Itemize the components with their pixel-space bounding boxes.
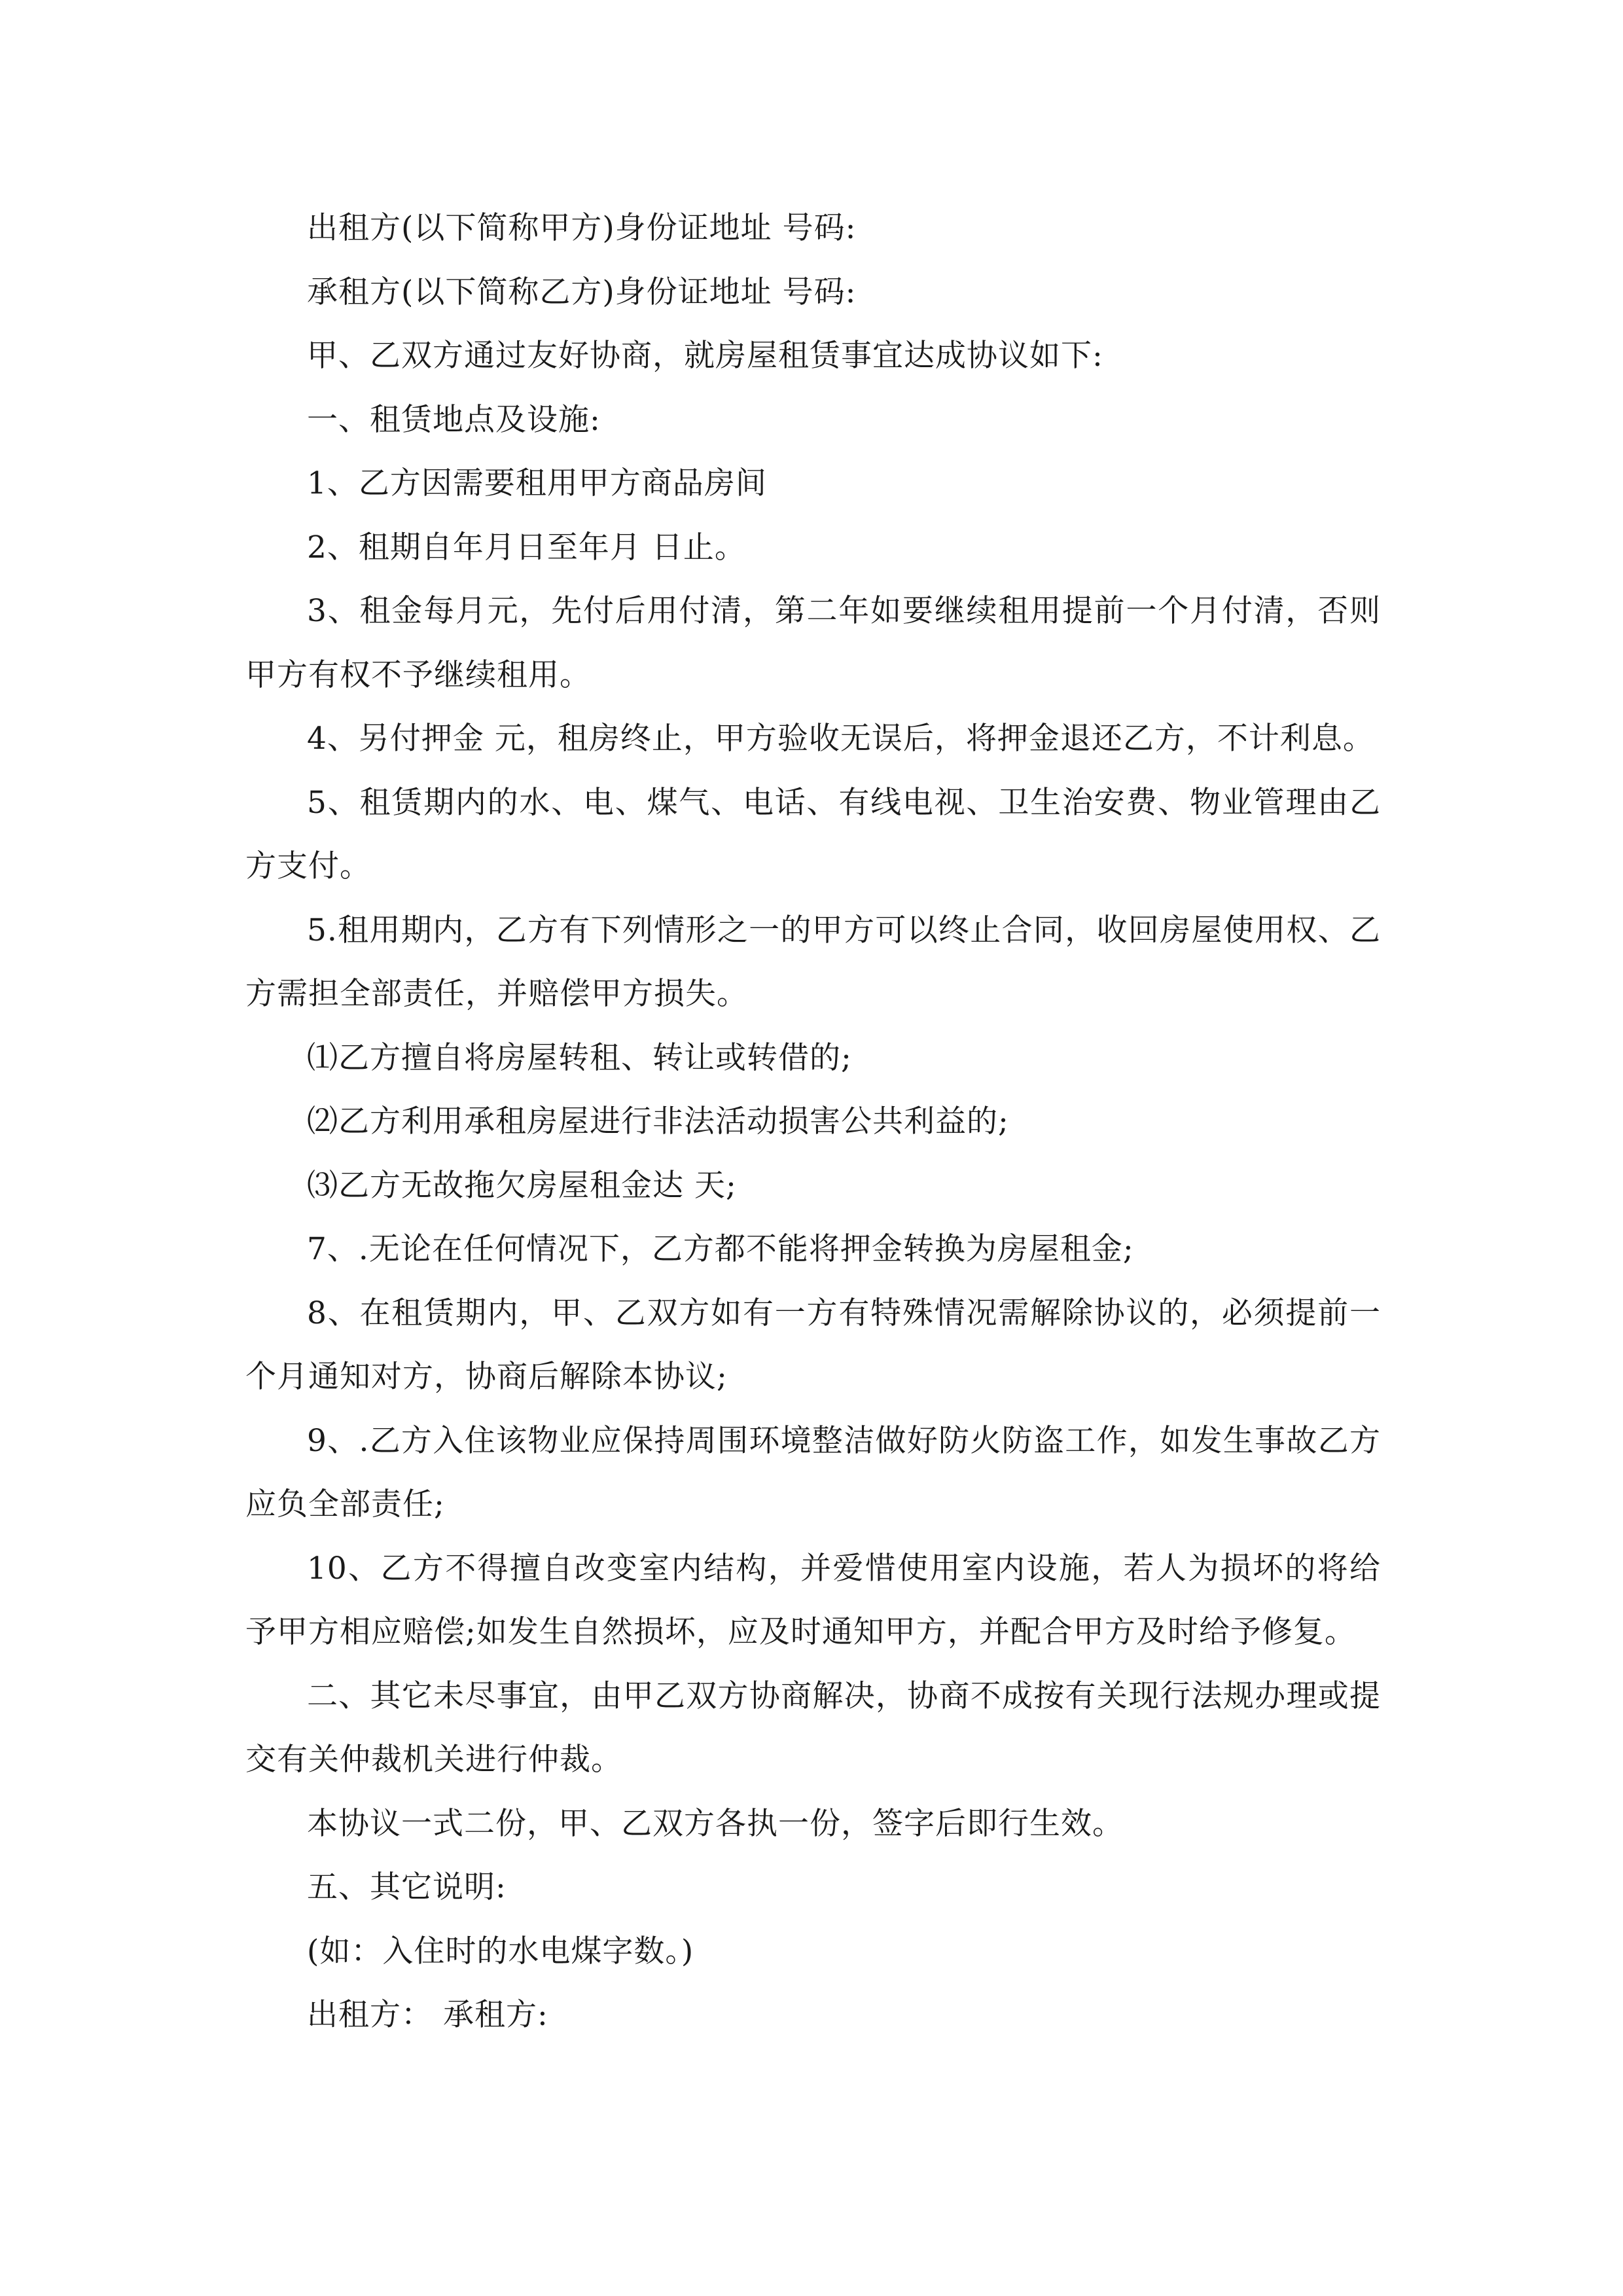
clause-4: 4、另付押金 元，租房终止，甲方验收无误后，将押金退还乙方，不计利息。 — [307, 721, 1374, 757]
signature-line: 出租方： 承租方: — [307, 1997, 548, 2033]
clause-5-termination: 5.租用期内，乙方有下列情形之一的甲方可以终止合同，收回房屋使用权、乙方需担全部责任，并赔偿甲方损失。 — [245, 912, 1381, 1012]
termination-item-1: ⑴乙方擅自将房屋转租、转让或转借的; — [307, 1039, 852, 1076]
clause-2: 2、租期自年月日至年月 日止。 — [307, 529, 746, 565]
clause-10: 10、乙方不得擅自改变室内结构，并爱惜使用室内设施，若人为损坏的将给予甲方相应赔偿;如发生自然损坏，应及时通知甲方，并配合甲方及时给予修复。 — [245, 1550, 1381, 1650]
intro-paragraph: 甲、乙双方通过友好协商，就房屋租赁事宜达成协议如下: — [307, 338, 1103, 374]
clause-3: 3、租金每月元，先付后用付清，第二年如要继续租用提前一个月付清，否则甲方有权不予继续租用。 — [245, 593, 1381, 693]
copies-statement: 本协议一式二份，甲、乙双方各执一份，签字后即行生效。 — [307, 1805, 1124, 1842]
section-other-matters: 二、其它未尽事宜，由甲乙双方协商解决，协商不成按有关现行法规办理或提交有关仲裁机关进行仲裁。 — [245, 1677, 1381, 1778]
agreement-body — [245, 196, 1381, 2047]
clause-7: 7、.无论在任何情况下，乙方都不能将押金转换为房屋租金; — [307, 1231, 1134, 1267]
section-heading-location: 一、租赁地点及设施: — [307, 401, 601, 438]
clause-1: 1、乙方因需要租用甲方商品房间 — [307, 465, 767, 501]
clause-5-utilities: 5、租赁期内的水、电、煤气、电话、有线电视、卫生治安费、物业管理由乙方支付。 — [245, 784, 1381, 884]
other-notes-example: (如：入住时的水电煤字数。) — [307, 1933, 694, 1969]
lessor-id-line: 出租方(以下简称甲方)身份证地址 号码: — [307, 210, 857, 246]
termination-item-3: ⑶乙方无故拖欠房屋租金达 天; — [307, 1167, 737, 1204]
lessee-id-line: 承租方(以下简称乙方)身份证地址 号码: — [307, 274, 857, 310]
termination-item-2: ⑵乙方利用承租房屋进行非法活动损害公共利益的; — [307, 1103, 1009, 1139]
section-heading-other-notes: 五、其它说明: — [307, 1869, 507, 1905]
clause-9: 9、.乙方入住该物业应保持周围环境整洁做好防火防盗工作，如发生事故乙方应负全部责任; — [245, 1422, 1381, 1522]
clause-8: 8、在租赁期内，甲、乙双方如有一方有特殊情况需解除协议的，必须提前一个月通知对方，协商后解除本协议; — [245, 1295, 1381, 1395]
